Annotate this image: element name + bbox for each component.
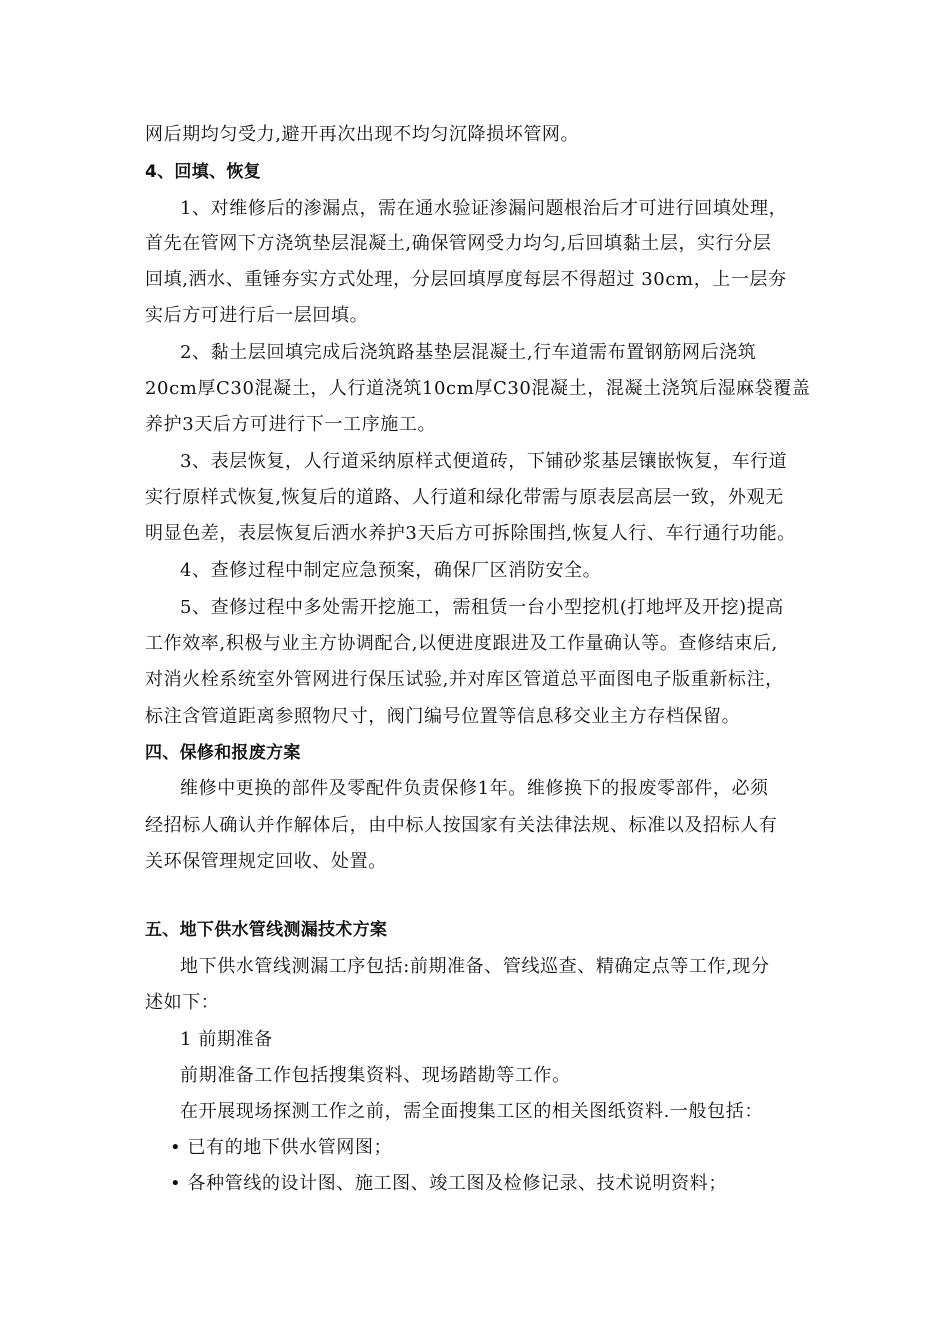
paragraph-line: 工作效率,积极与业主方协调配合,以便进度跟进及工作量确认等。查修结束后, [145, 633, 778, 654]
paragraph-line: 4、查修过程中制定应急预案，确保厂区消防安全。 [180, 560, 602, 581]
paragraph-line: 述如下： [145, 992, 220, 1013]
paragraph-line: 经招标人确认并作解体后，由中标人按国家有关法律法规、标准以及招标人有 [145, 815, 778, 836]
paragraph-line: 网后期均匀受力,避开再次出现不均匀沉降损坏管网。 [145, 124, 580, 145]
paragraph-line: 标注含管道距离参照物尺寸，阀门编号位置等信息移交业主方存档保留。 [145, 706, 741, 727]
paragraph-line: 回填,洒水、重锤夯实方式处理，分层回填厚度每层不得超过 30cm，上一层夯 [145, 269, 787, 290]
paragraph-line: 实行原样式恢复,恢复后的道路、人行道和绿化带需与原表层高层一致，外观无 [145, 487, 784, 508]
section-heading-leak-detection: 五、地下供水管线测漏技术方案 [145, 920, 388, 940]
paragraph-line: 在开展现场探测工作之前，需全面搜集工区的相关图纸资料.一般包括： [180, 1101, 763, 1122]
paragraph-line: 养护3天后方可进行下一工序施工。 [145, 414, 437, 435]
paragraph-line: 明显色差，表层恢复后洒水养护3天后方可拆除围挡,恢复人行、车行通行功能。 [145, 523, 796, 544]
subsection-heading: 1 前期准备 [180, 1029, 273, 1050]
section-heading-warranty: 四、保修和报废方案 [145, 743, 301, 763]
paragraph-line: 1、对维修后的渗漏点，需在通水验证渗漏问题根治后才可进行回填处理， [180, 198, 788, 219]
paragraph-line: 维修中更换的部件及零配件负责保修1年。维修换下的报废零部件，必须 [180, 778, 769, 799]
paragraph-line: 3、表层恢复，人行道采纳原样式便道砖，下铺砂浆基层镶嵌恢复，车行道 [180, 451, 788, 472]
paragraph-line: 首先在管网下方浇筑垫层混凝土,确保管网受力均匀,后回填黏土层，实行分层 [145, 233, 772, 254]
paragraph-line: 实后方可进行后一层回填。 [145, 305, 369, 326]
paragraph-line: 20cm厚C30混凝土，人行道浇筑10cm厚C30混凝土，混凝土浇筑后湿麻袋覆盖 [145, 378, 811, 399]
section-heading-backfill-restore: 4、回填、恢复 [145, 162, 261, 182]
paragraph-line: 对消火栓系统室外管网进行保压试验,并对库区管道总平面图电子版重新标注， [145, 669, 784, 690]
list-item: • 已有的地下供水管网图； [170, 1137, 393, 1158]
paragraph-line: 2、黏土层回填完成后浇筑路基垫层混凝土,行车道需布置钢筋网后浇筑 [180, 342, 757, 363]
paragraph-line: 地下供水管线测漏工序包括:前期准备、管线巡查、精确定点等工作,现分 [180, 956, 770, 977]
paragraph-line: 前期准备工作包括搜集资料、现场踏勘等工作。 [180, 1065, 571, 1086]
list-item: • 各种管线的设计图、施工图、竣工图及检修记录、技术说明资料； [170, 1173, 727, 1194]
paragraph-line: 5、查修过程中多处需开挖施工，需租赁一台小型挖机(打地坪及开挖)提高 [180, 597, 784, 618]
paragraph-line: 关环保管理规定回收、处置。 [145, 851, 387, 872]
